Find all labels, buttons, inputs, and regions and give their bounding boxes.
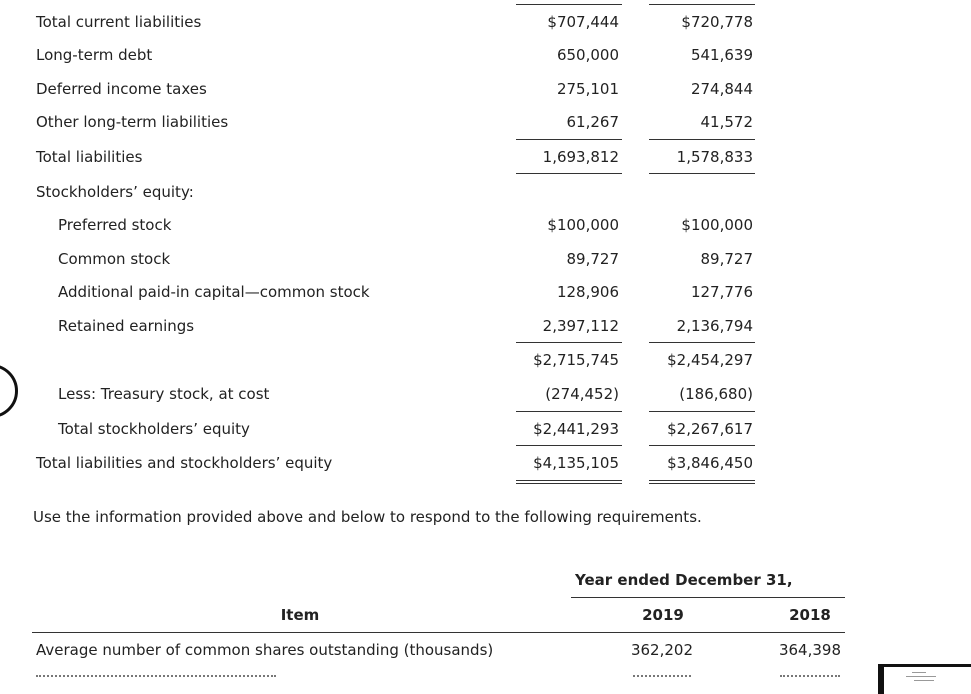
row-label: Total liabilities and stockholders’ equity <box>36 454 333 472</box>
info-row-label: Average number of common shares outstanding (thousands) <box>36 641 494 659</box>
top-rule <box>516 4 622 5</box>
info-value-2019: 362,202 <box>630 641 693 659</box>
table-row <box>0 311 971 341</box>
row-label: Less: Treasury stock, at cost <box>58 385 270 403</box>
item-column-header: Item <box>280 606 320 624</box>
table-row <box>0 210 971 240</box>
double-underline <box>649 480 755 484</box>
subtotal-rule <box>516 342 622 343</box>
year-group-header: Year ended December 31, <box>575 571 793 589</box>
row-label: Deferred income taxes <box>36 80 207 98</box>
value-2018: 2,136,794 <box>676 317 753 335</box>
cut-off-row <box>36 675 276 677</box>
table-row <box>0 277 971 307</box>
value-2018: 274,844 <box>690 80 753 98</box>
table-row <box>0 40 971 70</box>
row-label: Long-term debt <box>36 46 153 64</box>
value-2019: $2,441,293 <box>533 420 619 438</box>
value-2018: 89,727 <box>700 250 753 268</box>
subtotal-rule <box>649 139 755 140</box>
value-2018: $100,000 <box>681 216 753 234</box>
subtotal-rule <box>516 411 622 412</box>
thumbnail-line <box>906 676 936 677</box>
value-2019: 650,000 <box>556 46 619 64</box>
value-2018: 541,639 <box>690 46 753 64</box>
header-rule <box>571 597 845 598</box>
row-label: Preferred stock <box>58 216 172 234</box>
value-2019: 275,101 <box>556 80 619 98</box>
cut-off-row <box>780 675 840 677</box>
subtotal-rule <box>649 342 755 343</box>
total-rule <box>516 445 622 446</box>
subtotal-rule <box>649 411 755 412</box>
subtotal-rule <box>516 139 622 140</box>
value-2018: 41,572 <box>700 113 753 131</box>
row-label: Stockholders’ equity: <box>36 183 194 201</box>
value-2019: (274,452) <box>545 385 619 403</box>
table-row <box>0 244 971 274</box>
row-label: Total current liabilities <box>36 13 202 31</box>
thumbnail-line <box>912 672 926 673</box>
instruction-text: Use the information provided above and below to respond to the following requirements. <box>33 508 702 526</box>
top-rule <box>649 4 755 5</box>
page-thumbnail[interactable] <box>878 664 971 694</box>
value-2019: 89,727 <box>566 250 619 268</box>
thumbnail-page <box>884 667 971 694</box>
total-rule <box>649 173 755 174</box>
value-2019: 61,267 <box>566 113 619 131</box>
value-2018: (186,680) <box>679 385 753 403</box>
row-label: Common stock <box>58 250 171 268</box>
value-2018: $2,454,297 <box>667 351 753 369</box>
value-2018: 127,776 <box>690 283 753 301</box>
value-2019: 1,693,812 <box>542 148 619 166</box>
value-2018: $3,846,450 <box>667 454 753 472</box>
year-2018-header: 2018 <box>789 606 831 624</box>
table-row <box>0 142 971 172</box>
total-rule <box>649 445 755 446</box>
table-row <box>0 107 971 137</box>
value-2019: $4,135,105 <box>533 454 619 472</box>
table-row <box>0 414 971 444</box>
value-2019: 2,397,112 <box>542 317 619 335</box>
value-2018: 1,578,833 <box>676 148 753 166</box>
row-label: Other long-term liabilities <box>36 113 229 131</box>
row-label: Additional paid-in capital—common stock <box>58 283 370 301</box>
table-row <box>0 7 971 37</box>
row-label: Retained earnings <box>58 317 195 335</box>
total-rule <box>516 173 622 174</box>
thumbnail-line <box>914 680 934 681</box>
subtotal-row <box>0 345 971 375</box>
value-2018: $720,778 <box>681 13 753 31</box>
table-row <box>0 379 971 409</box>
value-2018: $2,267,617 <box>667 420 753 438</box>
year-2019-header: 2019 <box>642 606 684 624</box>
header-rule <box>32 632 845 633</box>
cut-off-row <box>633 675 691 677</box>
section-heading <box>0 177 971 207</box>
row-label: Total stockholders’ equity <box>58 420 250 438</box>
value-2019: $2,715,745 <box>533 351 619 369</box>
total-row <box>0 448 971 478</box>
table-row <box>0 74 971 104</box>
value-2019: $707,444 <box>547 13 619 31</box>
info-value-2018: 364,398 <box>778 641 841 659</box>
row-label: Total liabilities <box>36 148 143 166</box>
value-2019: 128,906 <box>556 283 619 301</box>
double-underline <box>516 480 622 484</box>
value-2019: $100,000 <box>547 216 619 234</box>
